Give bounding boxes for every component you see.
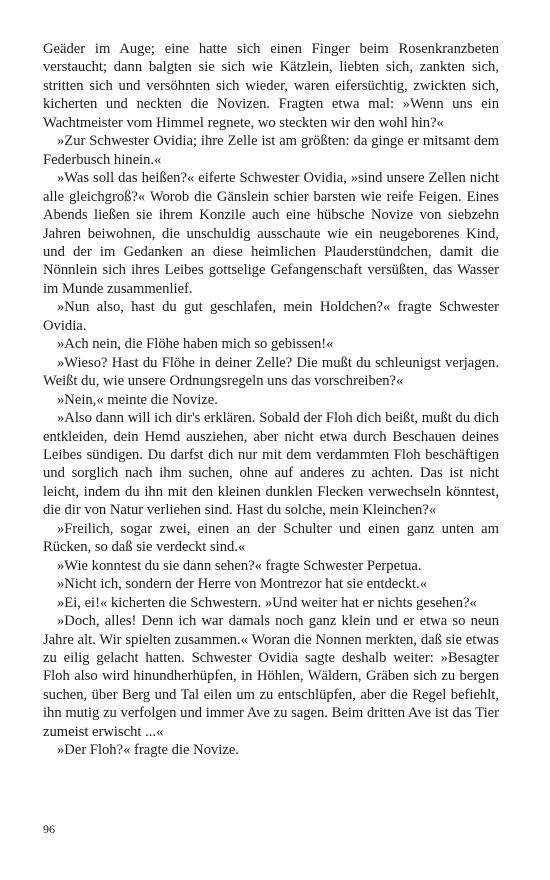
paragraph: »Doch, alles! Denn ich war damals noch ganz klein und er etwa so neun Jahre alt. Wir spielten zusammen.« Woran die Nonnen merkten, daß sie etwas zu eilig gelacht hatten. Schwester Ovidia sagte deshalb weiter: »Besagter Floh also wird hinundherhüpfen, in Höhlen, Wäldern, Gräben sich zu bergen suchen, über Berg und Tal eilen um zu entschlüpfen, aber die Regel befiehlt, ihn mutig zu verfolgen und immer Ave zu sagen. Beim dritten Ave ist das Tier zumeist erwischt ...« [43, 613, 499, 740]
paragraph: »Ach nein, die Flöhe haben mich so gebissen!« [57, 336, 334, 353]
paragraph: »Wieso? Hast du Flöhe in deiner Zelle? Die mußt du schleunigst verjagen. Weißt du, wie unsere Ordnungsregeln uns das vorschreiben?« [43, 354, 499, 390]
paragraph: »Zur Schwester Ovidia; ihre Zelle ist am größten: da ginge er mitsamt dem Federbusch hinein.« [43, 133, 499, 168]
paragraph: Geäder im Auge; eine hatte sich einen Finger beim Rosenkranzbeten verstaucht; dann balgten sie sich wie Kätzlein, liebten sich, zankten sich, stritten sich und versöhnten sich wieder, waren eifersüchtig, zwickten sich, kicherten und neckten die Novizen. Fragten etwa mal: »Wenn uns ein Wachtmeister vom Himmel regnete, wo steckten wir den wohl hin?« [43, 41, 499, 131]
paragraph: »Also dann will ich dir's erklären. Sobald der Floh dich beißt, mußt du dich entkleiden, dein Hemd ausziehen, aber nicht etwa durch Beschauen deines Leibes sündigen. Du darfst dich nur mit dem verdammten Floh beschäftigen und sorglich nach ihm suchen, ohne auf anderes zu achten. Das ist nicht leicht, indem du ihn mit den kleinen dunklen Flecken verwechseln könntest, die dir von Natur verliehen sind. Hast du solche, mein Kleinchen?« [43, 410, 499, 519]
paragraph: »Ei, ei!« kicherten die Schwestern. »Und weiter hat er nichts gesehen?« [57, 594, 477, 611]
paragraph: »Nein,« meinte die Novize. [57, 391, 218, 408]
paragraph: »Der Floh?« fragte die Novize. [57, 742, 239, 759]
page-number: 96 [43, 822, 55, 836]
paragraph: »Wie konntest du sie dann sehen?« fragte Schwester Perpetua. [57, 557, 422, 574]
paragraph: »Freilich, sogar zwei, einen an der Schulter und einen ganz unten am Rücken, so daß sie verdeckt sind.« [43, 520, 499, 556]
paragraph: »Nun also, hast du gut geschlafen, mein Holdchen?« fragte Schwester Ovidia. [43, 299, 499, 334]
paragraph: »Nicht ich, sondern der Herre von Montrezor hat sie entdeckt.« [57, 576, 427, 593]
page-body [43, 40, 499, 760]
paragraph: »Was soll das heißen?« eiferte Schwester Ovidia, »sind unsere Zellen nicht alle gleichgroß?« Worob die Gänslein schier barsten wie reife Feigen. Eines Abends ließen sie ihrem Konzile auch eine hübsche Novize von siebzehn Jahren beiwohnen, die unschuldig ausschaute wie ein neugeborenes Kind, und der im Gedanken an diese heimlichen Plauderstündchen, damit die Nönnlein sich ihres Leibes gottselige Gefangenschaft versüßten, das Wasser im Munde zusammenlief. [43, 170, 499, 297]
